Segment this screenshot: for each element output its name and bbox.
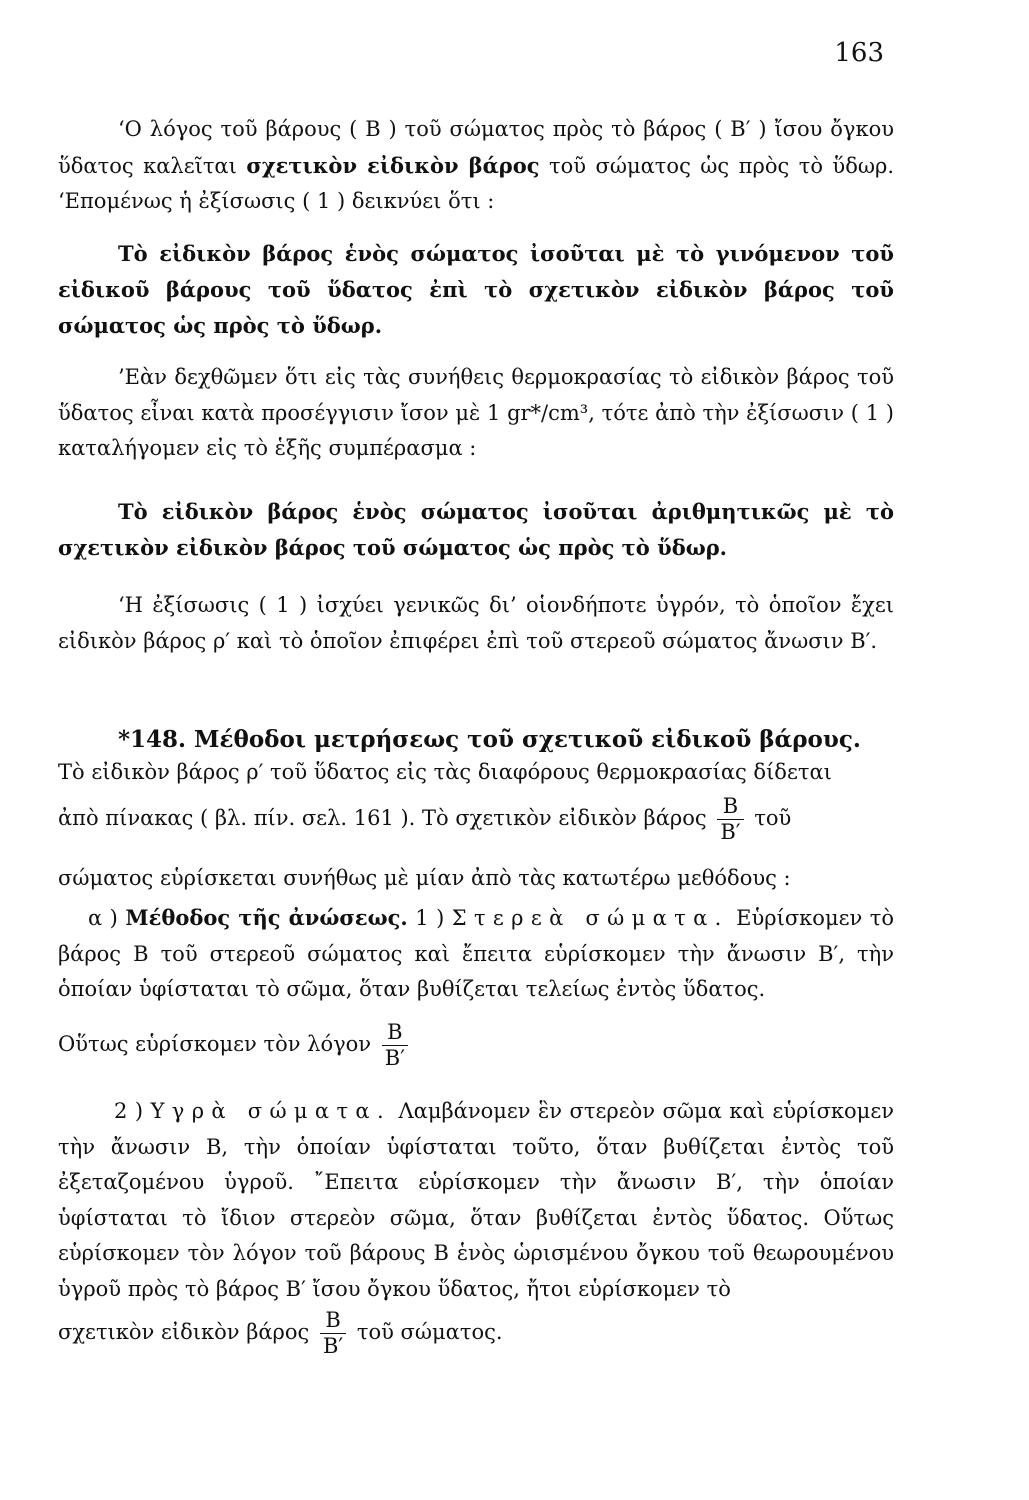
- method-title: Μέθοδος τῆς ἀνώσεως.: [125, 905, 408, 930]
- line-text: τοῦ: [754, 806, 792, 830]
- method-b: [58, 1094, 894, 1307]
- fraction-numerator: Β: [382, 1022, 408, 1046]
- paragraph-water: ’Εὰν δεχθῶμεν ὅτι εἰς τὰς συνήθεις θερμοκρασίας τὸ εἰδικὸν βάρος τοῦ ὕδατος εἶναι κατὰ προσέγγισιν ἴσον μὲ 1 gr*/cm³, τότε ἀπὸ τὴν ἐξίσωσιν ( 1 ) καταλήγομεν εἰς τὸ ἑξῆς συμπέρασμα :: [58, 365, 894, 460]
- section-line-1: Τὸ εἰδικὸν βάρος ρ′ τοῦ ὕδατος εἰς τὰς διαφόρους θερμοκρασίας δίδεται: [58, 760, 832, 784]
- item-number: 2 ): [114, 1099, 144, 1123]
- method-b-ratio-line: [58, 1310, 894, 1357]
- paragraph-text: ‘Ο λόγος τοῦ βάρους ( Β ) τοῦ σώματος πρὸς τὸ βάρος ( Β′ ) ἴσου ὄγκου ὕδατος καλεῖται: [58, 117, 894, 178]
- paragraph-general: ‘Η ἐξίσωσις ( 1 ) ἰσχύει γενικῶς δι’ οἱονδήποτε ὑγρόν, τὸ ὁποῖον ἔχει εἰδικὸν βάρος ρ′ καὶ τὸ ὁποῖον ἐπιφέρει ἐπὶ τοῦ στερεοῦ σώματος ἄνωσιν Β′.: [58, 593, 894, 653]
- paragraph-text: τοῦ σώματος ὡς πρὸς τὸ ὕδωρ. ‘Επομένως ἡ ἐξίσωσις ( 1 ) δεικνύει ὅτι :: [58, 153, 894, 213]
- fraction-denominator: Β′: [322, 1334, 344, 1358]
- fraction-b-over-b-prime: [382, 1022, 408, 1069]
- rule-statement-1: Τὸ εἰδικὸν βάρος ἑνὸς σώματος ἰσοῦται μὲ τὸ γινόμενον τοῦ εἰδικοῦ βάρους τοῦ ὕδατος ἐπὶ τὸ σχετικὸν εἰδικὸν βάρος τοῦ σώματος ὡς πρὸς τὸ ὕδωρ.: [58, 241, 894, 338]
- spaced-subtitle: Υγρὰ σώματα.: [150, 1099, 391, 1123]
- rule-statement-2: Τὸ εἰδικὸν βάρος ἑνὸς σώματος ἰσοῦται ἀριθμητικῶς μὲ τὸ σχετικὸν εἰδικὸν βάρος τοῦ σώματος ὡς πρὸς τὸ ὕδωρ.: [58, 499, 894, 560]
- method-a-ratio-line: [58, 1022, 894, 1069]
- line-text: σχετικὸν εἰδικὸν βάρος: [58, 1320, 310, 1344]
- method-text: Εὑρίσκομεν τὸ βάρος Β τοῦ στερεοῦ σώματος καὶ ἔπειτα εὑρίσκομεν τὴν ἄνωσιν Β′, τὴν ὁποίαν ὑφίσταται τὸ σῶμα, ὅταν βυθίζεται τελείως ἐντὸς ὕδατος.: [58, 906, 894, 1001]
- section-heading: *148. Μέθοδοι μετρήσεως τοῦ σχετικοῦ εἰδικοῦ βάρους.: [118, 726, 861, 753]
- section-line-3: σώματος εὑρίσκεται συνήθως μὲ μίαν ἀπὸ τὰς κατωτέρω μεθόδους :: [58, 866, 791, 890]
- line-text: τοῦ σώματος.: [356, 1320, 503, 1344]
- fraction-numerator: Β: [320, 1310, 346, 1334]
- page-number: 163: [834, 38, 884, 68]
- fraction-b-over-b-prime: [320, 1310, 346, 1357]
- fraction-b-over-b-prime: [717, 796, 743, 843]
- line-text: ἀπὸ πίνακας ( βλ. πίν. σελ. 161 ). Τὸ σχετικὸν εἰδικὸν βάρος: [58, 806, 707, 830]
- method-a: [58, 900, 894, 1008]
- bold-term: σχετικὸν εἰδικὸν βάρος: [246, 152, 540, 178]
- item-number: 1 ): [415, 906, 445, 930]
- line-text: Οὕτως εὑρίσκομεν τὸν λόγον: [58, 1032, 372, 1056]
- method-label: α ): [88, 906, 118, 930]
- method-text: Λαμβάνομεν ἓν στερεὸν σῶμα καὶ εὑρίσκομεν τὴν ἄνωσιν Β, τὴν ὁποίαν ὑφίσταται τοῦτο, ὅταν βυθίζεται ἐντὸς τοῦ ἐξεταζομένου ὑγροῦ. ῎Επειτα εὑρίσκομεν τὴν ἄνωσιν Β′, τὴν ὁποίαν ὑφίσταται τὸ ἴδιον στερεὸν σῶμα, ὅταν βυθίζεται ἐντὸς ὕδατος. Οὕτως εὑρίσκομεν τὸν λόγον τοῦ βάρους Β ἑνὸς ὡρισμένου ὄγκου τοῦ θεωρουμένου ὑγροῦ πρὸς τὸ βάρος Β′ ἴσου ὄγκου ὕδατος, ἤτοι εὑρίσκομεν τὸ: [58, 1099, 894, 1301]
- paragraph-definition: [58, 112, 894, 220]
- fraction-denominator: Β′: [384, 1046, 405, 1070]
- fraction-numerator: Β: [717, 796, 743, 820]
- section-line-2: [58, 796, 894, 843]
- spaced-subtitle: Στερεὰ σώματα.: [451, 906, 729, 930]
- fraction-denominator: Β′: [720, 820, 741, 844]
